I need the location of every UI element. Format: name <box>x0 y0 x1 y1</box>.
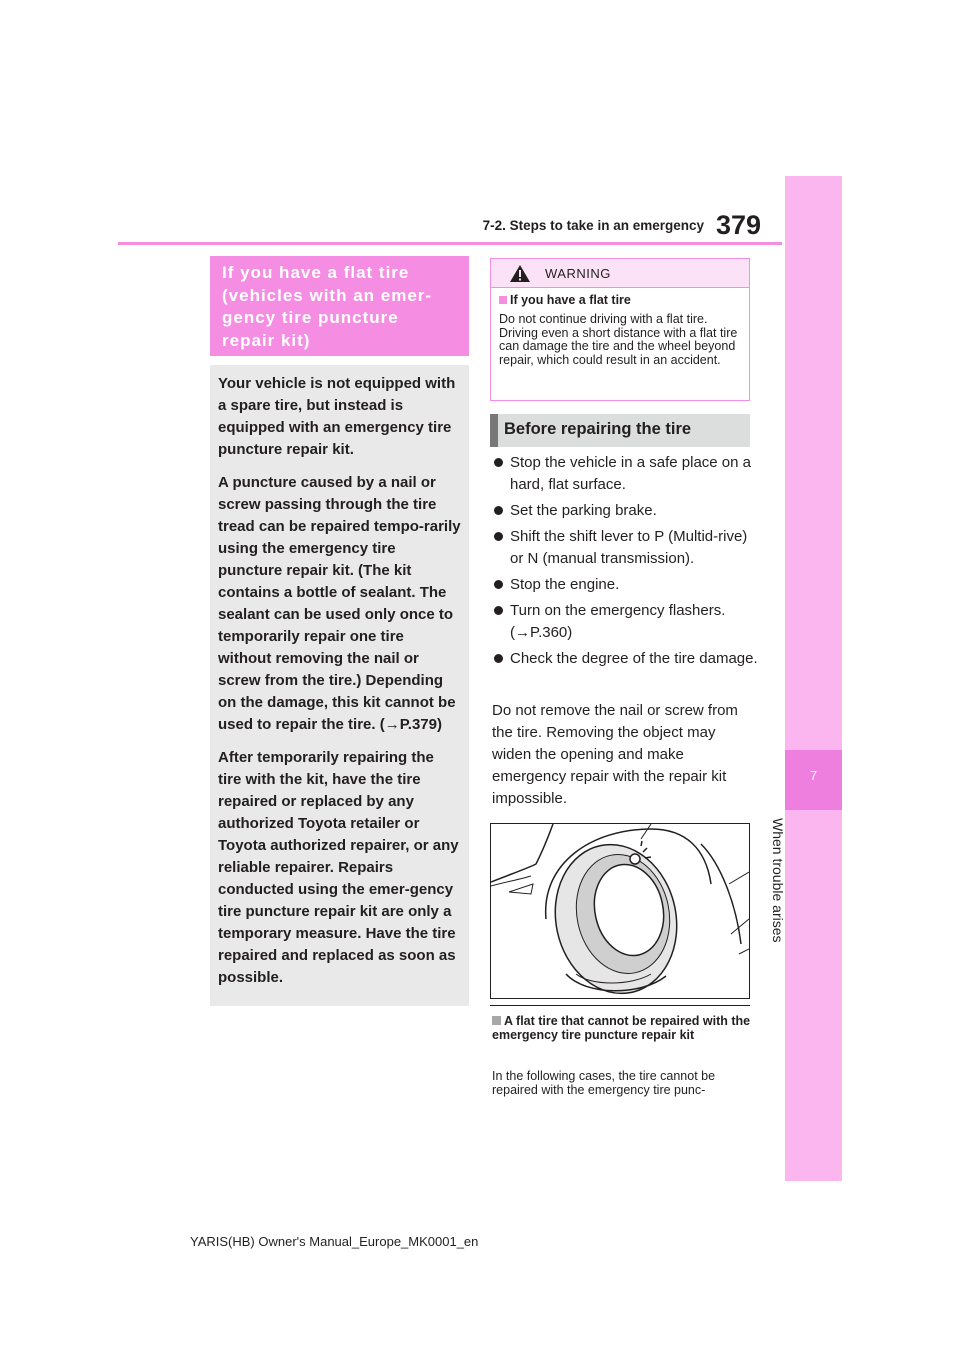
square-bullet-icon <box>492 1016 501 1025</box>
section-title: 7-2. Steps to take in an emergency <box>482 218 704 233</box>
note-text: In the following cases, the tire cannot be repaired with the emergency tire punc- <box>492 1069 716 1097</box>
warning-title: WARNING <box>545 266 611 281</box>
caution-paragraph: Do not remove the nail or screw from the tire. Removing the object may widen the opening and make emergency repair with the repair kit impossible. <box>492 702 738 807</box>
page-number: 379 <box>716 210 762 240</box>
warning-text: Do not continue driving with a flat tire. Driving even a short distance with a flat tire can damage the tire and the wheel beyond repair, which could result in an accident. <box>499 312 738 367</box>
bullet-icon <box>494 506 503 515</box>
intro-panel <box>210 365 469 1006</box>
intro-paragraph: After temporarily repairing the tire with the kit, have the tire repaired or replaced by any authorized Toyota retailer or Toyota authorized repairer, or any reliable repairer. Repairs conducted using the emer-gency tire puncture repair kit are only a temporary measure. Have the tire repaired and replaced as soon as possible. <box>218 749 459 986</box>
list-item: Stop the vehicle in a safe place on a hard, flat surface. <box>492 452 762 496</box>
chapter-tab <box>785 176 842 1181</box>
list-item: Set the parking brake. <box>492 500 762 522</box>
warning-header <box>491 259 749 288</box>
list-item: Stop the engine. <box>492 574 762 596</box>
step-list <box>492 452 762 674</box>
bullet-icon <box>494 532 503 541</box>
bullet-icon <box>494 606 503 615</box>
chapter-number: 7 <box>809 768 818 783</box>
header-rule <box>118 242 782 245</box>
bullet-icon <box>494 580 503 589</box>
banner-line: gency tire puncture <box>222 308 399 327</box>
warning-icon <box>509 264 531 283</box>
list-item: Turn on the emergency flashers. (→P.360) <box>492 600 762 644</box>
banner-line: If you have a flat tire <box>222 263 410 282</box>
intro-paragraph: A puncture caused by a nail or screw passing through the tire tread can be repaired tempo-rarily using the emergency tire puncture repair kit. (The kit contains a bottle of sealant. The sealant can be used only once to temporarily repair one tire without removing the nail or screw from the tire.) Depending on the damage, this kit cannot be used to repair the tire. (→P.379) <box>218 474 461 733</box>
bullet-icon <box>494 654 503 663</box>
tire-drawing <box>491 824 749 998</box>
note-heading: A flat tire that cannot be repaired with the emergency tire puncture repair kit <box>492 1014 751 1042</box>
list-item: Check the degree of the tire damage. <box>492 648 762 670</box>
flat-tire-illustration <box>490 823 750 999</box>
banner-line: (vehicles with an emer- <box>222 285 433 305</box>
illustration-rule <box>490 1005 750 1006</box>
warning-subheading: If you have a flat tire <box>499 293 631 307</box>
square-bullet-icon <box>499 296 507 304</box>
list-item: Shift the shift lever to P (Multid-rive) or N (manual transmission). <box>492 526 762 570</box>
footer-text: YARIS(HB) Owner's Manual_Europe_MK0001_en <box>190 1234 479 1249</box>
before-repair-heading: Before repairing the tire <box>490 414 750 447</box>
intro-paragraph: Your vehicle is not equipped with a spare tire, but instead is equipped with an emergency tire puncture repair kit. <box>218 375 456 458</box>
banner-line: repair kit) <box>222 330 311 350</box>
warning-box <box>490 258 750 401</box>
chapter-label: When trouble arises <box>770 818 786 943</box>
flat-tire-banner <box>210 256 469 356</box>
bullet-icon <box>494 458 503 467</box>
